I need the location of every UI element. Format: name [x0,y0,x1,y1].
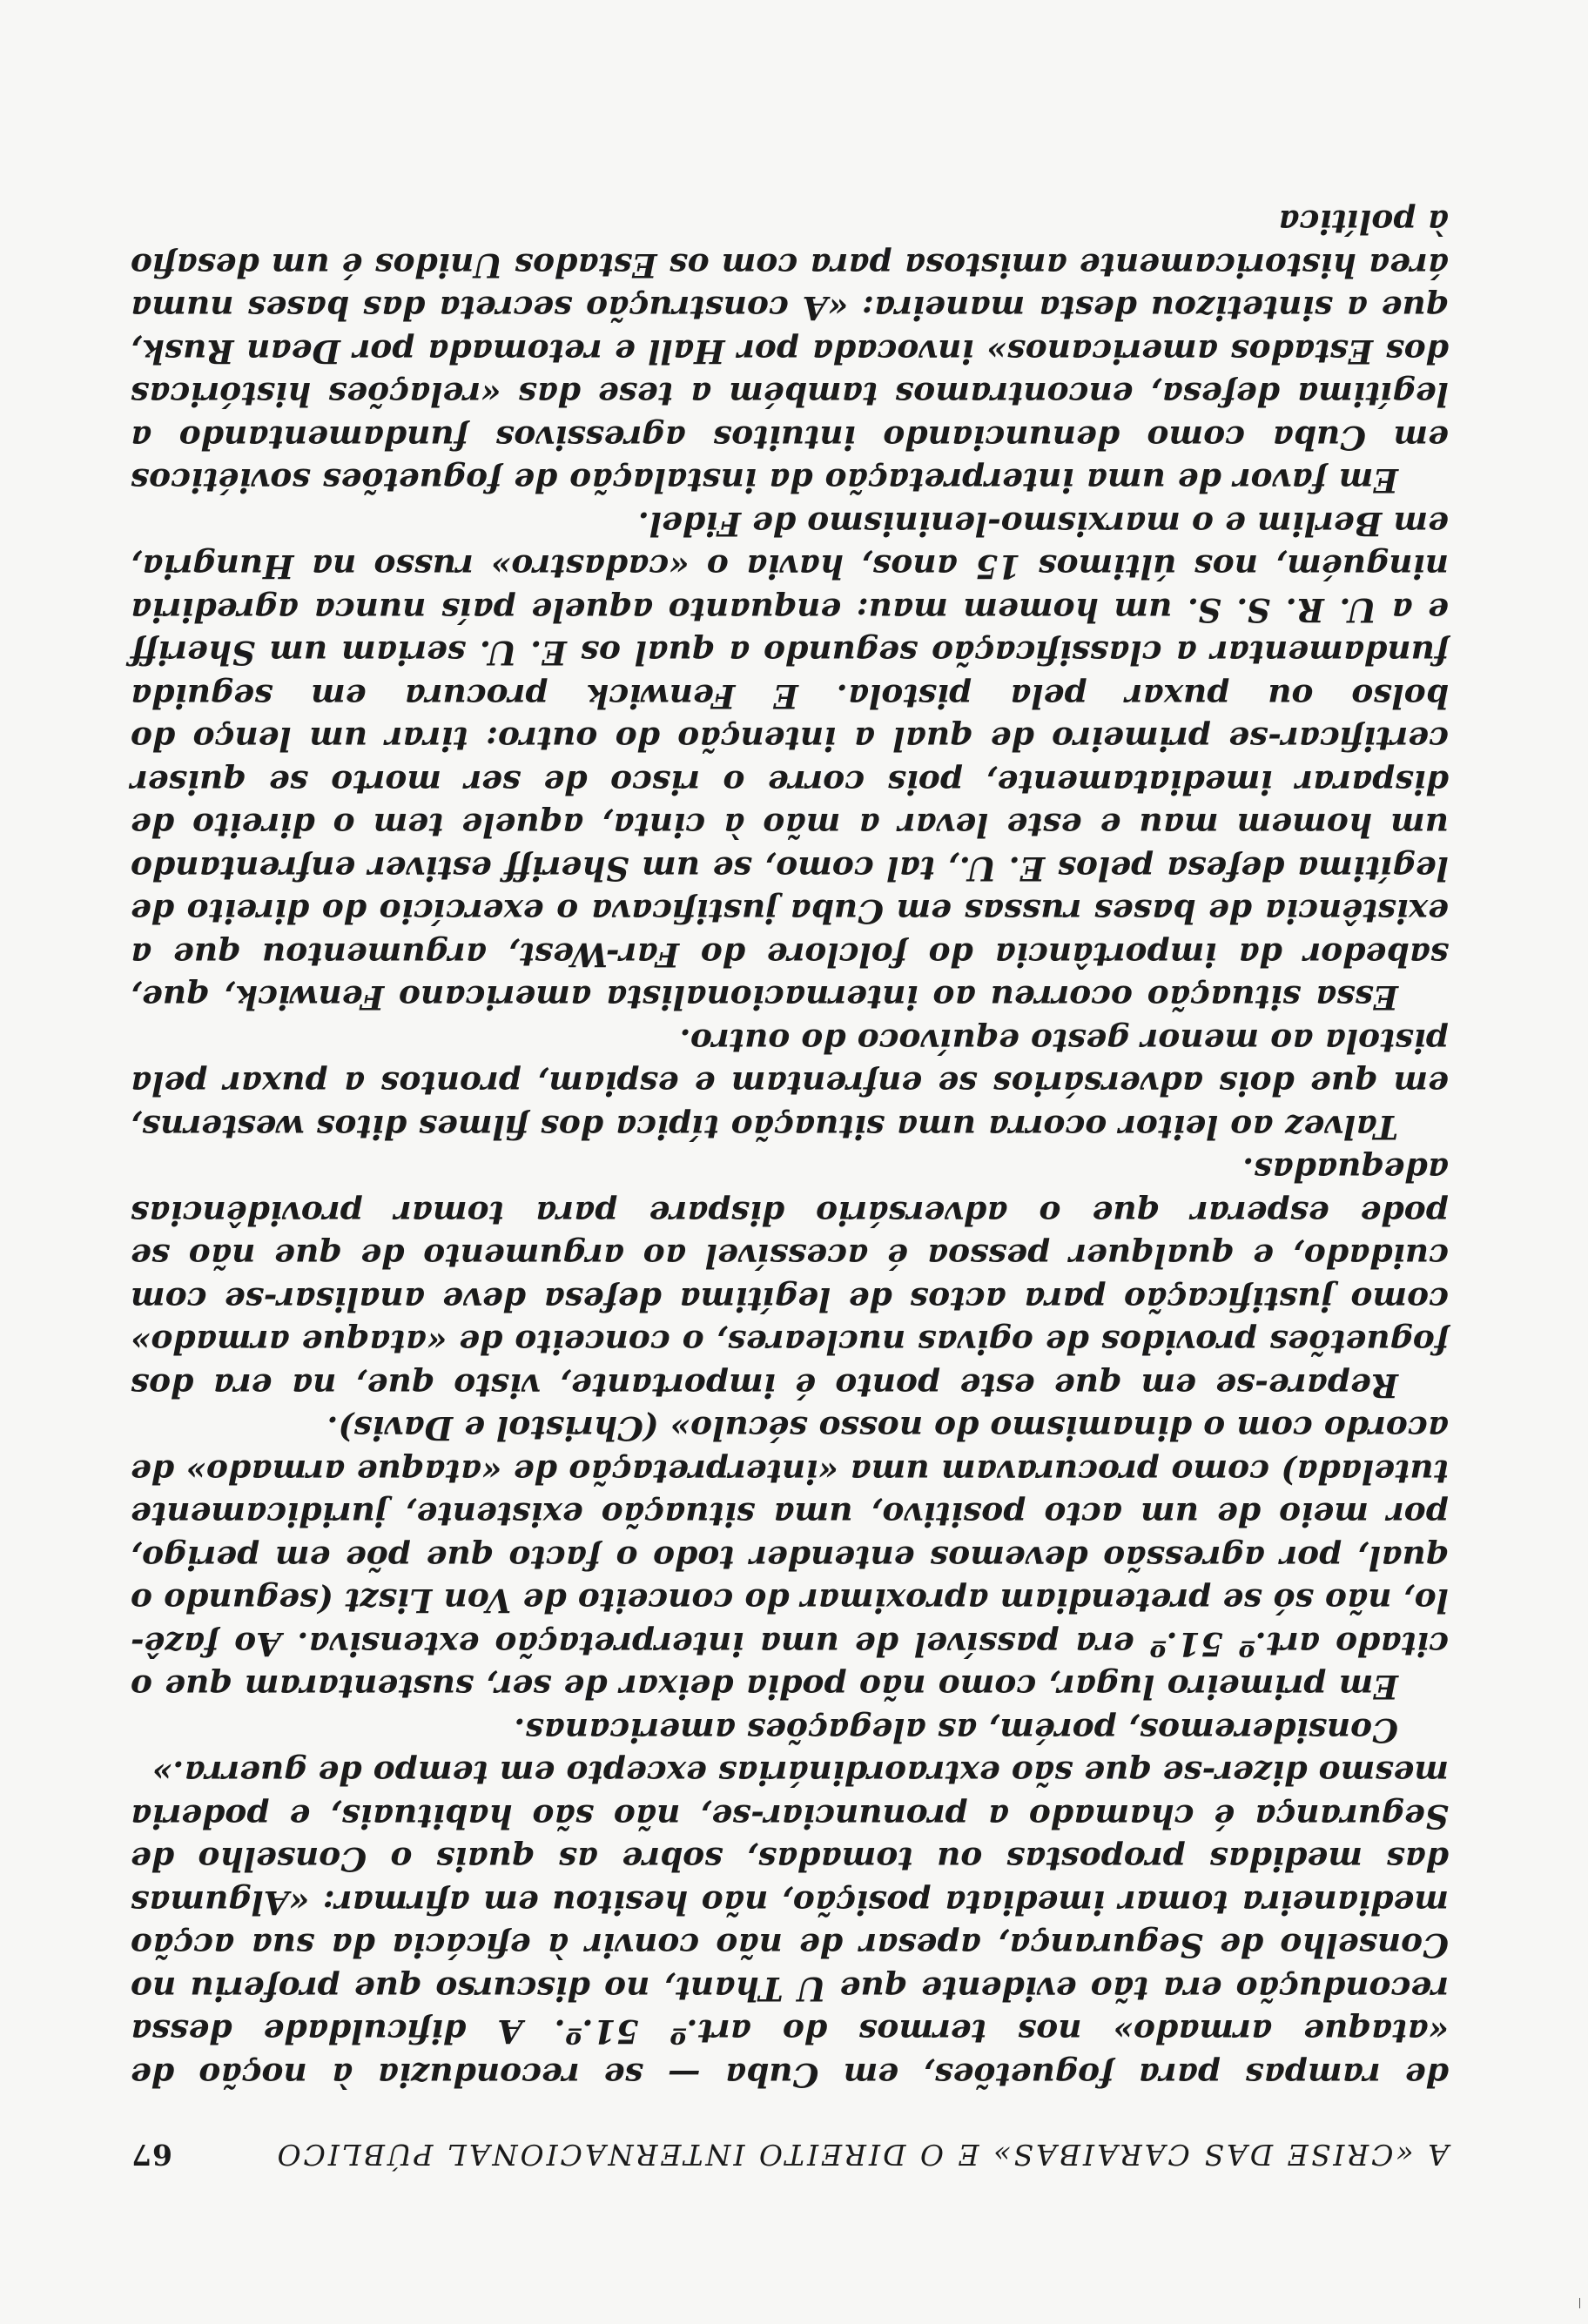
page-number: 67 [131,2138,172,2172]
running-head-title: A «CRISE DAS CARAIBAS» E O DIREITO INTERNACIONAL PÚBLICO [274,2138,1449,2172]
scan-mark [1579,2298,1585,2308]
paragraph: Talvez ao leitor ocorra uma situação típica dos filmes ditos westerns, em que dois adversários se enfrentam e espiam, prontos a puxar pela pistola ao menor gesto equívoco do outro. [131,1022,1449,1146]
paragraph: Consideremos, porém, as alegações americanas. [514,1711,1398,1750]
paragraph: Em favor de uma interpretação da instalação de foguetões soviéticos em Cuba como denunciando intuitos agressivos fundamentando a legítima defesa, encontramos também a tese das «relações históricas dos Estados americanos» invocada por Hall e retomada por Dean Rusk, que a sintetizou desta maneira: «A construção secreta das bases numa área historicamente amistosa para com os Estados Unidos é um desafio à política [131,203,1449,500]
body-text [131,200,1449,2096]
paragraph: Em primeiro lugar, como não podia deixar de ser, sustentaram que o citado art.º 51.º era passível de uma interpretação extensiva. Ao fazê-lo, não só se pretendiam aproximar do conceito de Von Liszt (segundo o qual, por agressão devemos entender todo o facto que põe em perigo, por meio de um acto positivo, uma situação existente, juridicamente tutelada) como procuravam uma «interpretação de «ataque armado» de acordo com o dinamismo do nosso século» (Christol e Davis). [131,1409,1449,1707]
paragraph: de rampas para foguetões, em Cuba — se reconduzia à noção de «ataque armado» nos termos do art.º 51.º. A dificuldade dessa recondução era tão evidente que U Thant, no discurso que proferiu no Conselho de Segurança, apesar de não convir à eficácia da sua acção medianeira tomar imediata posição, não hesitou em afirmar: «Algumas das medidas propostas ou tomadas, sobre as quais o Conselho de Segurança é chamado a pronunciar-se, não são habituais, e poderia mesmo dizer-se que são extraordinárias excepto em tempo de guerra.» [131,1754,1449,2094]
running-head [131,2138,1449,2172]
paragraph: Essa situação ocorreu ao internacionalista americano Fenwick, que, sabedor da importância do folclore do Far-West, argumentou que a existência de bases russas em Cuba justificava o exercício do direito de legítima defesa pelos E. U., tal como, se um Sheriff estiver enfrentando um homem mau e este levar a mão à cinta, aquele tem o direito de disparar imediatamente, pois corre o risco de ser morto se quiser certificar-se primeiro de qual a intenção do outro: tirar um lenço do bolso ou puxar pela pistola. E Fenwick procura em seguida fundamentar a classificação segundo a qual os E. U. seriam um Sheriff e a U. R. S. S. um homem mau: enquanto aquele país nunca agrediria ninguém, nos últimos 15 anos, havia o «cadastro» russo na Hungria, em Berlim e o marxismo-leninismo de Fidel. [131,505,1449,1018]
paragraph: Repare-se em que este ponto é importante, visto que, na era dos foguetões providos de ogivas nucleares, o conceito de «ataque armado» como justificação para actos de legítima defesa deve analisar-se com cuidado, e qualquer pessoa é acessível ao argumento de que não se pode esperar que o adversário dispare para tomar providências adequadas. [131,1151,1449,1405]
